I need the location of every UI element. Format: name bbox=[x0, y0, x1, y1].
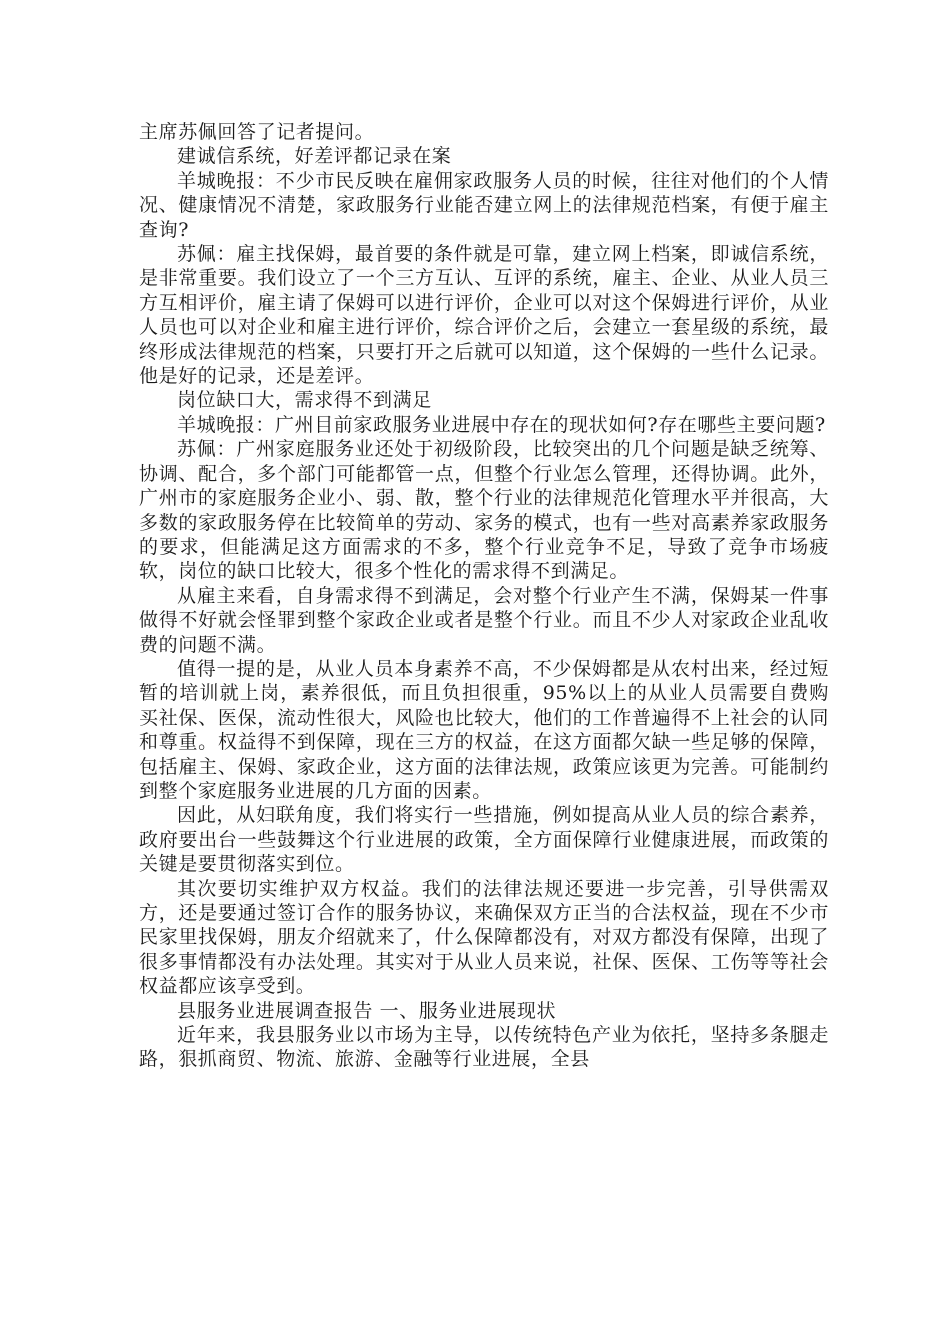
section-heading-county-report: 县服务业进展调查报告 一、服务业进展现状 bbox=[177, 999, 557, 1022]
document-body bbox=[139, 120, 829, 1072]
section-heading-job-gap: 岗位缺口大，需求得不到满足 bbox=[177, 389, 432, 412]
paragraph-county-intro: 近年来，我县服务业以市场为主导，以传统特色产业为依托，坚持多条腿走路，狠抓商贸、物流、旅游、金融等行业进展，全县 bbox=[139, 1024, 829, 1071]
paragraph-answer-credit-system: 苏佩：雇主找保姆，最首要的条件就是可靠，建立网上档案，即诚信系统，是非常重要。我们设立了一个三方互认、互评的系统，雇主、企业、从业人员三方互相评价，雇主请了保姆可以进行评价，企业可以对这个保姆进行评价，从业人员也可以对企业和雇主进行评价，综合评价之后，会建立一套星级的系统，最终形成法律规范的档案，只要打开之后就可以知道，这个保姆的一些什么记录。他是好的记录，还是差评。 bbox=[139, 243, 829, 388]
paragraph-question-archives: 羊城晚报：不少市民反映在雇佣家政服务人员的时候，往往对他们的个人情况、健康情况不清楚，家政服务行业能否建立网上的法律规范档案，有便于雇主查询? bbox=[139, 169, 829, 241]
paragraph-rights-protection: 其次要切实维护双方权益。我们的法律法规还要进一步完善，引导供需双方，还是要通过签订合作的服务协议，来确保双方正当的合法权益，现在不少市民家里找保姆，朋友介绍就来了，什么保障都没有，对双方都没有保障，出现了很多事情都没有办法处理。其实对于从业人员来说，社保、医保、工伤等等社会权益都应该享受到。 bbox=[139, 877, 829, 998]
paragraph-intro-line: 主席苏佩回答了记者提问。 bbox=[139, 121, 375, 143]
paragraph-question-status: 羊城晚报：广州目前家政服务业进展中存在的现状如何?存在哪些主要问题? bbox=[177, 413, 826, 436]
paragraph-answer-status: 苏佩：广州家庭服务业还处于初级阶段，比较突出的几个问题是缺乏统筹、协调、配合，多个部门可能都管一点，但整个行业怎么管理，还得协调。此外，广州市的家庭服务企业小、弱、散，整个行业的法律规范化管理水平并很高，大多数的家政服务停在比较简单的劳动、家务的模式，也有一些对高素养家政服务的要求，但能满足这方面需求的不多，整个行业竞争不足，导致了竞争市场疲软，岗位的缺口比较大，很多个性化的需求得不到满足。 bbox=[139, 438, 829, 583]
paragraph-employer-view: 从雇主来看，自身需求得不到满足，会对整个行业产生不满，保姆某一件事做得不好就会怪罪到整个家政企业或者是整个行业。而且不少人对家政企业乱收费的问题不满。 bbox=[139, 584, 829, 656]
paragraph-worker-quality: 值得一提的是，从业人员本身素养不高，不少保姆都是从农村出来，经过短暂的培训就上岗，素养很低，而且负担很重，95%以上的从业人员需要自费购买社保、医保，流动性很大，风险也比较大，他们的工作普遍得不上社会的认同和尊重。权益得不到保障，现在三方的权益，在这方面都欠缺一些足够的保障，包括雇主、保姆、家政企业，这方面的法律法规，政策应该更为完善。可能制约到整个家庭服务业进展的几方面的因素。 bbox=[139, 657, 829, 802]
section-heading-credit-system: 建诚信系统，好差评都记录在案 bbox=[177, 145, 452, 168]
paragraph-measures: 因此，从妇联角度，我们将实行一些措施，例如提高从业人员的综合素养，政府要出台一些鼓舞这个行业进展的政策，全方面保障行业健康进展，而政策的关键是要贯彻落实到位。 bbox=[139, 804, 829, 876]
